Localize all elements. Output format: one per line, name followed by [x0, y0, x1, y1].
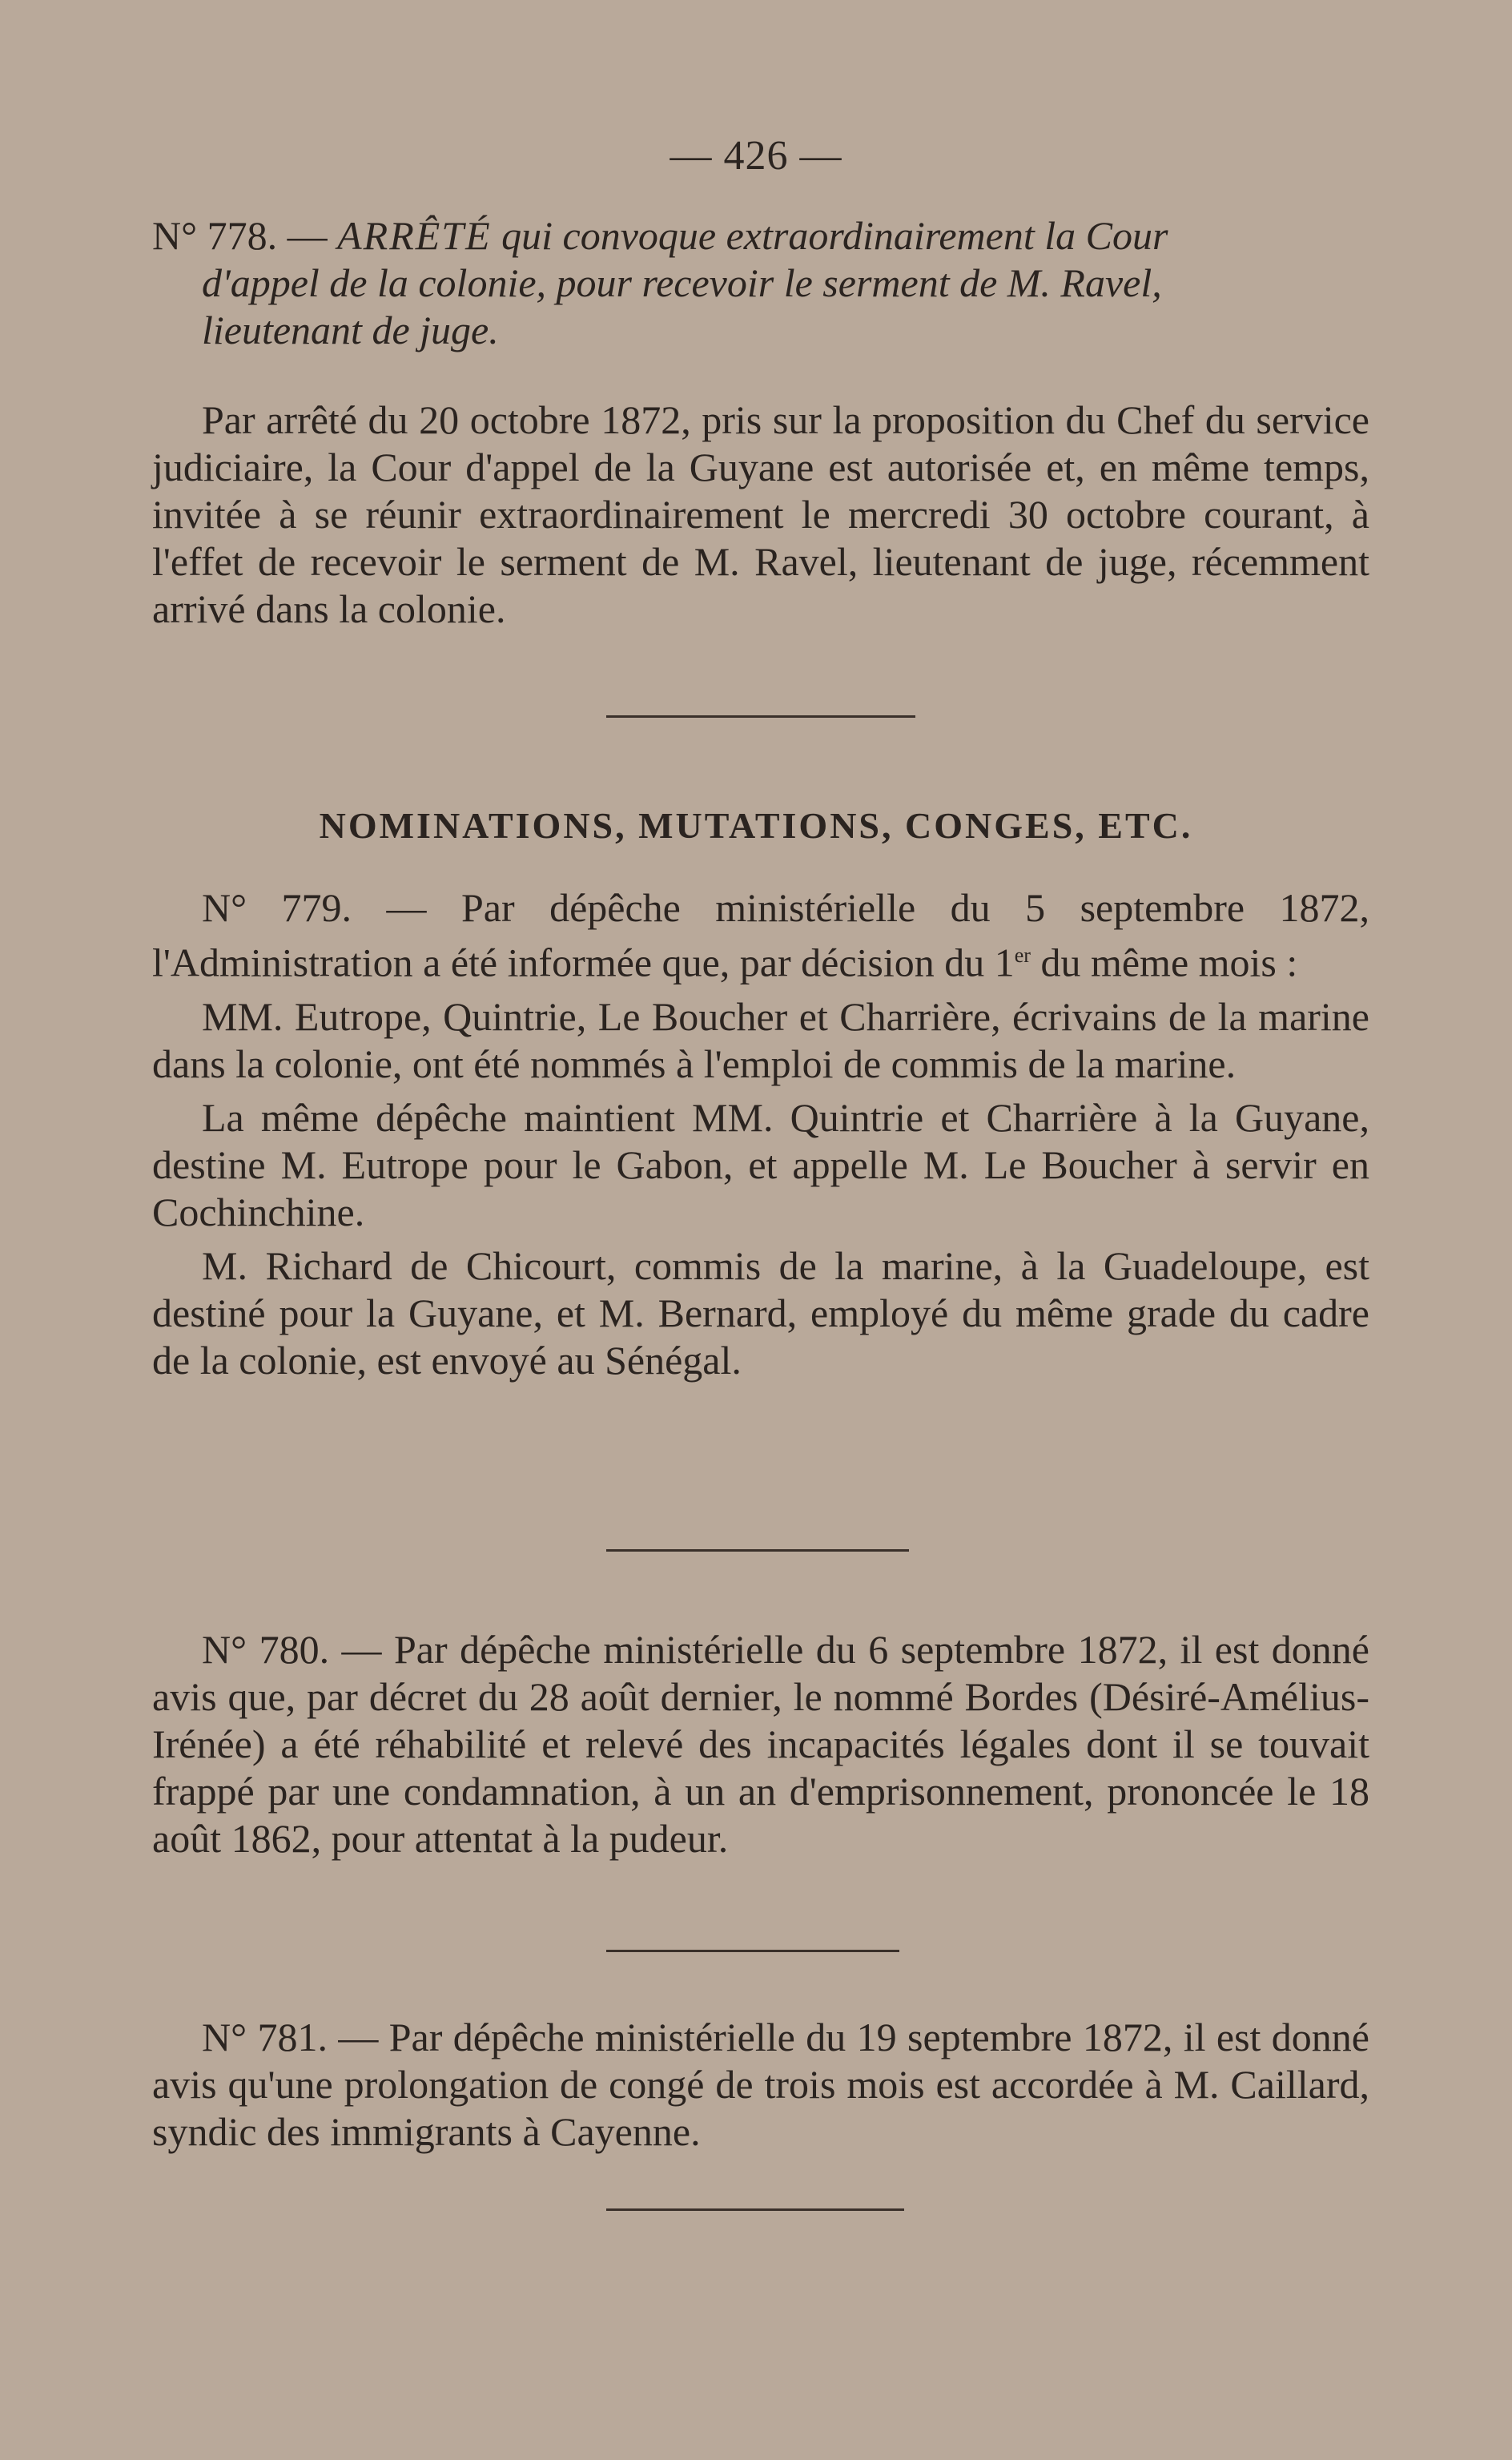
- separator-rule: [606, 2208, 904, 2211]
- entry-779-intro: [152, 884, 1369, 987]
- entry-779-para2: La même dépêche maintient MM. Quintrie et Charrière à la Guyane, destine M. Eutrope pour le Gabon, et appelle M. Le Boucher à servir en Cochinchine.: [152, 1094, 1369, 1234]
- entry-778-title-line1: [152, 212, 1369, 260]
- entry-779-intro-sup: er: [1014, 944, 1031, 967]
- entry-778-body-block: [152, 397, 1369, 633]
- entry-778-title-line2: d'appel de la colonie, pour recevoir le serment de M. Ravel,: [202, 260, 1162, 305]
- separator-rule: [606, 1549, 909, 1552]
- entry-780: [152, 1626, 1369, 1862]
- entry-781-text: N° 781. — Par dépêche ministérielle du 19 septembre 1872, il est donné avis qu'une prolongation de congé de trois mois est accordée à M. Caillard, syndic des immigrants à Cayenne.: [152, 2015, 1369, 2154]
- page-number: — 426 —: [670, 133, 842, 179]
- section-heading: NOMINATIONS, MUTATIONS, CONGES, ETC.: [319, 805, 1193, 846]
- entry-779-intro-b: du même mois :: [1030, 940, 1298, 985]
- entry-779-para1: MM. Eutrope, Quintrie, Le Boucher et Charrière, écrivains de la marine dans la colonie, ont été nommés à l'emploi de commis de la marine.: [152, 993, 1369, 1086]
- entry-780-text: N° 780. — Par dépêche ministérielle du 6 septembre 1872, il est donné avis que, par décret du 28 août dernier, le nommé Bordes (Désiré-Amélius-Irénée) a été réhabilité et relevé des incapacités légales dont il se touvait frappé par une condamnation, à un an d'emprisonnement, prononcée le 18 août 1862, pour attentat à la pudeur.: [152, 1627, 1369, 1861]
- separator-rule: [606, 1950, 899, 1952]
- entry-779-para3: M. Richard de Chicourt, commis de la marine, à la Guadeloupe, est destiné pour la Guyane, et M. Bernard, employé du même grade du cadre de la colonie, est envoyé au Sénégal.: [152, 1242, 1369, 1383]
- entry-778-body: Par arrêté du 20 octobre 1872, pris sur la proposition du Chef du service judiciaire, la Cour d'appel de la Guyane est autorisée et, en même temps, invitée à se réunir extraordinairement le mercredi 30 octobre courant, à l'effet de recevoir le serment de M. Ravel, lieutenant de juge, récemment arrivé dans la colonie.: [152, 397, 1369, 631]
- entry-778-title-line1-rest: qui convoque extraordinairement la Cour: [501, 213, 1168, 258]
- entry-778-title-caps: ARRÊTÉ: [337, 213, 492, 258]
- entry-779: [152, 884, 1369, 1384]
- separator-rule: [606, 715, 915, 718]
- entry-778: [152, 212, 1369, 354]
- entry-778-title-line3: lieutenant de juge.: [202, 308, 499, 352]
- entry-779-intro-a: N° 779. — Par dépêche ministérielle du 5 septembre 1872, l'Administration a été informée que, par décision du 1: [152, 885, 1369, 985]
- entry-781: [152, 2014, 1369, 2156]
- entry-778-number: N° 778. —: [152, 213, 328, 258]
